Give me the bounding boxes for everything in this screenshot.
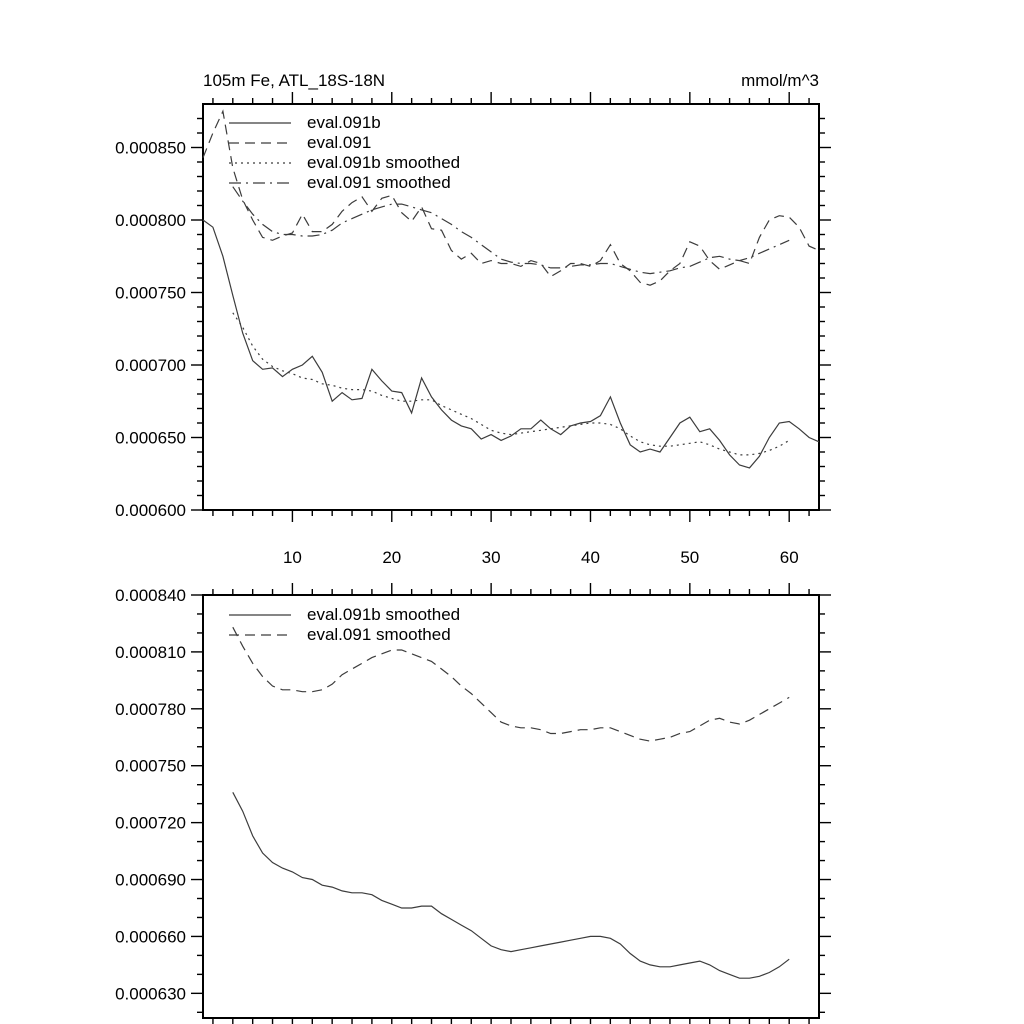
x-tick-label: 50	[680, 548, 700, 567]
y-tick-label: 0.000650	[115, 428, 186, 448]
units-label: mmol/m^3	[741, 71, 819, 90]
x-tick-label: 40	[581, 548, 600, 567]
x-tick-label: 30	[481, 548, 501, 567]
legend-label: eval.091b	[307, 113, 381, 132]
legend-item	[229, 133, 371, 153]
y-tick-label: 0.000630	[115, 984, 186, 1004]
y-tick-label: 0.000840	[115, 586, 186, 605]
x-tick-label: 20	[382, 548, 402, 567]
y-tick-label: 0.000850	[115, 138, 186, 158]
plot-frame	[203, 595, 819, 1018]
legend-label: eval.091 smoothed	[307, 173, 451, 192]
y-tick-label: 0.000750	[115, 283, 186, 303]
y-tick-label: 0.000750	[115, 756, 186, 776]
legend-label: eval.091 smoothed	[307, 625, 451, 644]
solid-line-sample-icon	[229, 613, 291, 617]
series-line-dashdot	[233, 187, 789, 274]
legend-item	[229, 605, 460, 625]
y-tick-label: 0.000800	[115, 211, 186, 230]
y-tick-label: 0.000600	[115, 501, 186, 520]
dashed-line-sample-icon	[229, 141, 291, 145]
series-line-solid	[203, 220, 819, 468]
y-tick-label: 0.000720	[115, 813, 186, 833]
legend-label: eval.091b smoothed	[307, 605, 461, 624]
y-tick-label: 0.000660	[115, 927, 186, 947]
dashed-line-sample-icon	[229, 633, 291, 637]
legend-label: eval.091	[307, 133, 372, 152]
legend-item	[229, 173, 451, 193]
series-line-dotted	[233, 313, 789, 455]
legend-item	[229, 113, 381, 133]
y-tick-label: 0.000780	[115, 699, 186, 719]
x-tick-label: 10	[282, 548, 302, 567]
dashdot-line-sample-icon	[229, 181, 291, 185]
chart-title: 105m Fe, ATL_18S-18N	[203, 71, 386, 90]
y-tick-label: 0.000690	[115, 870, 186, 890]
y-tick-label: 0.000700	[115, 356, 186, 375]
dotted-line-sample-icon	[229, 161, 291, 165]
legend-label: eval.091b smoothed	[307, 153, 461, 172]
solid-line-sample-icon	[229, 121, 291, 125]
legend-item	[229, 625, 451, 645]
x-tick-label: 60	[779, 548, 799, 567]
y-tick-label: 0.000810	[115, 642, 186, 662]
series-line-solid	[233, 792, 789, 978]
legend-item	[229, 153, 460, 173]
